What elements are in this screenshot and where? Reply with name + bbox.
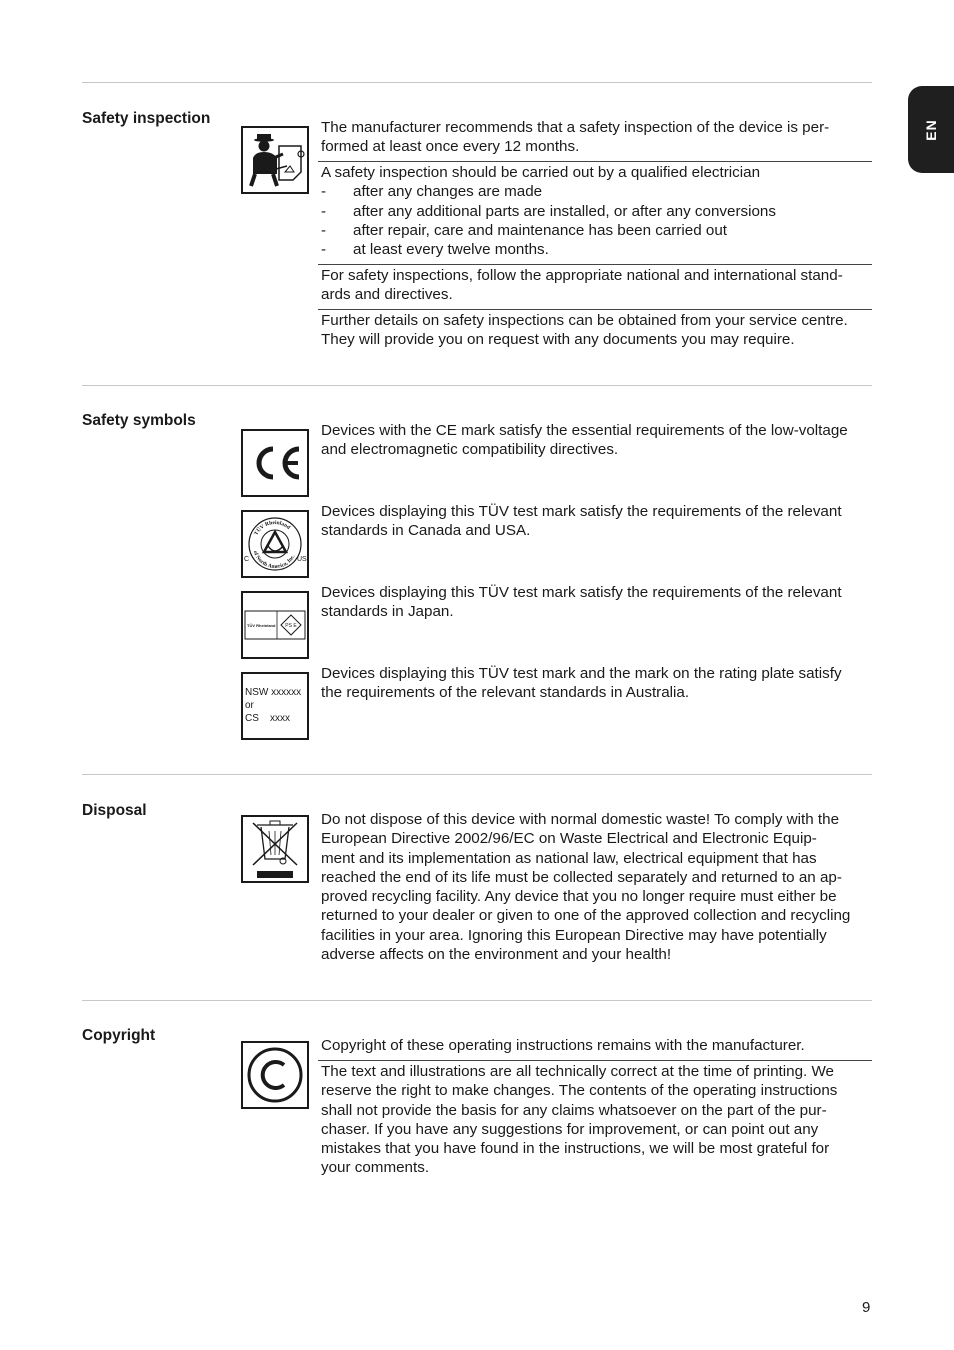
tuv-north-america-icon bbox=[241, 510, 309, 578]
list-item-text: after any changes are made bbox=[353, 183, 543, 201]
disposal-line: returned to your dealer or given to one of the approved collection and recycling bbox=[321, 907, 851, 925]
disposal-line: reached the end of its life must be collected separately and returned to an ap- bbox=[321, 868, 842, 886]
copyright-line: reserve the right to make changes. The contents of the operating instructions bbox=[321, 1082, 838, 1100]
list-item bbox=[321, 240, 866, 259]
inspection-p1-line1: The manufacturer recommends that a safety inspection of the device is per- bbox=[321, 119, 830, 136]
inspection-paragraph-1 bbox=[321, 118, 866, 157]
list-item bbox=[321, 202, 866, 221]
paragraph-separator bbox=[318, 1060, 872, 1061]
bullet-dash: - bbox=[321, 183, 327, 201]
symbol-au-line1: Devices displaying this TÜV test mark and the mark on the rating plate satisfy bbox=[321, 665, 842, 682]
copyright-line: your comments. bbox=[321, 1159, 430, 1177]
copyright-p1: Copyright of these operating instructions remains with the manufacturer. bbox=[321, 1037, 805, 1054]
language-tab bbox=[908, 86, 954, 173]
ce-mark-icon bbox=[241, 429, 309, 497]
symbol-au-text bbox=[321, 664, 866, 703]
section-title-safety-symbols: Safety symbols bbox=[82, 412, 196, 429]
inspection-p1-line2: formed at least once every 12 months. bbox=[321, 138, 580, 156]
paragraph-separator bbox=[318, 264, 872, 265]
copyright-paragraph-2 bbox=[321, 1062, 866, 1178]
paragraph-separator bbox=[318, 161, 872, 162]
electrician-inspection-icon bbox=[241, 126, 309, 194]
symbol-tuv-jp-text bbox=[321, 583, 866, 622]
symbol-tuv-na-line1: Devices displaying this TÜV test mark satisfy the requirements of the relevant bbox=[321, 503, 842, 520]
australia-mark-line3: CS xxxx bbox=[245, 713, 291, 724]
inspection-p4-line1: Further details on safety inspections can be obtained from your service centre. bbox=[321, 312, 848, 329]
copyright-icon bbox=[241, 1041, 309, 1109]
australia-mark-icon bbox=[241, 672, 309, 740]
list-item-text: after repair, care and maintenance has been carried out bbox=[353, 221, 728, 239]
inspection-paragraph-4 bbox=[321, 311, 866, 350]
bullet-dash: - bbox=[321, 221, 327, 239]
section-divider bbox=[82, 1000, 872, 1001]
australia-mark-line1: NSW xxxxxx bbox=[245, 687, 302, 698]
symbol-ce-text bbox=[321, 421, 866, 460]
paragraph-separator bbox=[318, 309, 872, 310]
list-item-text: after any additional parts are installed, or after any conversions bbox=[353, 202, 776, 220]
list-item bbox=[321, 221, 866, 240]
inspection-p3-line2: ards and directives. bbox=[321, 286, 453, 304]
symbol-tuv-na-text bbox=[321, 502, 866, 541]
tuv-arc-bottom: of North America, Inc. bbox=[251, 550, 297, 571]
copyright-line: mistakes that you have found in the instructions, we will be most grateful for bbox=[321, 1140, 830, 1158]
inspection-paragraph-2 bbox=[321, 163, 866, 259]
disposal-line: Do not dispose of this device with normal domestic waste! To comply with the bbox=[321, 811, 840, 828]
tuv-japan-pse-icon bbox=[241, 591, 309, 659]
inspection-p2-intro: A safety inspection should be carried out by a qualified electrician bbox=[321, 164, 761, 181]
copyright-paragraph-1 bbox=[321, 1036, 866, 1055]
symbol-tuv-jp-line1: Devices displaying this TÜV test mark satisfy the requirements of the relevant bbox=[321, 584, 842, 601]
australia-mark-text bbox=[245, 686, 301, 725]
inspection-p3-line1: For safety inspections, follow the appropriate national and international stand- bbox=[321, 267, 843, 284]
weee-crossed-bin-icon bbox=[241, 815, 309, 883]
list-item-text: at least every twelve months. bbox=[353, 241, 549, 259]
section-divider bbox=[82, 82, 872, 83]
bullet-dash: - bbox=[321, 202, 327, 220]
symbol-tuv-jp-line2: standards in Japan. bbox=[321, 603, 454, 621]
section-divider bbox=[82, 774, 872, 775]
inspection-paragraph-3 bbox=[321, 266, 866, 305]
disposal-paragraph bbox=[321, 810, 866, 964]
copyright-line: chaser. If you have any suggestions for improvement, or can point out any bbox=[321, 1120, 819, 1138]
disposal-line: proved recycling facility. Any device that you no longer require must either be bbox=[321, 888, 837, 906]
pse-tuv-label: TÜV Rheinland bbox=[247, 623, 276, 628]
symbol-ce-line2: and electromagnetic compatibility directives. bbox=[321, 441, 619, 459]
list-item bbox=[321, 182, 866, 201]
page-number: 9 bbox=[862, 1299, 871, 1316]
tuv-arc-top: TÜV Rheinland bbox=[253, 519, 292, 537]
disposal-line: facilities in your area. Ignoring this European Directive may have potentially bbox=[321, 926, 827, 944]
disposal-line: adverse affects on the environment and your health! bbox=[321, 946, 672, 964]
language-tab-label: EN bbox=[923, 118, 939, 141]
australia-mark-line2: or bbox=[245, 700, 254, 711]
inspection-p4-line2: They will provide you on request with any documents you may require. bbox=[321, 331, 795, 349]
symbol-tuv-na-line2: standards in Canada and USA. bbox=[321, 522, 531, 540]
section-title-disposal: Disposal bbox=[82, 802, 147, 819]
symbol-au-line2: the requirements of the relevant standards in Australia. bbox=[321, 684, 690, 702]
section-divider bbox=[82, 385, 872, 386]
pse-label: PS E bbox=[285, 623, 297, 629]
tuv-mark-us: US bbox=[297, 556, 307, 563]
tuv-mark-c: C bbox=[244, 556, 250, 563]
section-title-copyright: Copyright bbox=[82, 1027, 156, 1044]
copyright-line: The text and illustrations are all technically correct at the time of printing. We bbox=[321, 1063, 834, 1080]
disposal-line: European Directive 2002/96/EC on Waste Electrical and Electronic Equip- bbox=[321, 830, 817, 848]
disposal-line: ment and its implementation as national law, electrical equipment that has bbox=[321, 849, 817, 867]
copyright-line: shall not provide the basis for any claims whatsoever on the part of the pur- bbox=[321, 1101, 827, 1119]
bullet-dash: - bbox=[321, 241, 327, 259]
symbol-ce-line1: Devices with the CE mark satisfy the essential requirements of the low-voltage bbox=[321, 422, 848, 439]
section-title-safety-inspection: Safety inspection bbox=[82, 110, 211, 127]
